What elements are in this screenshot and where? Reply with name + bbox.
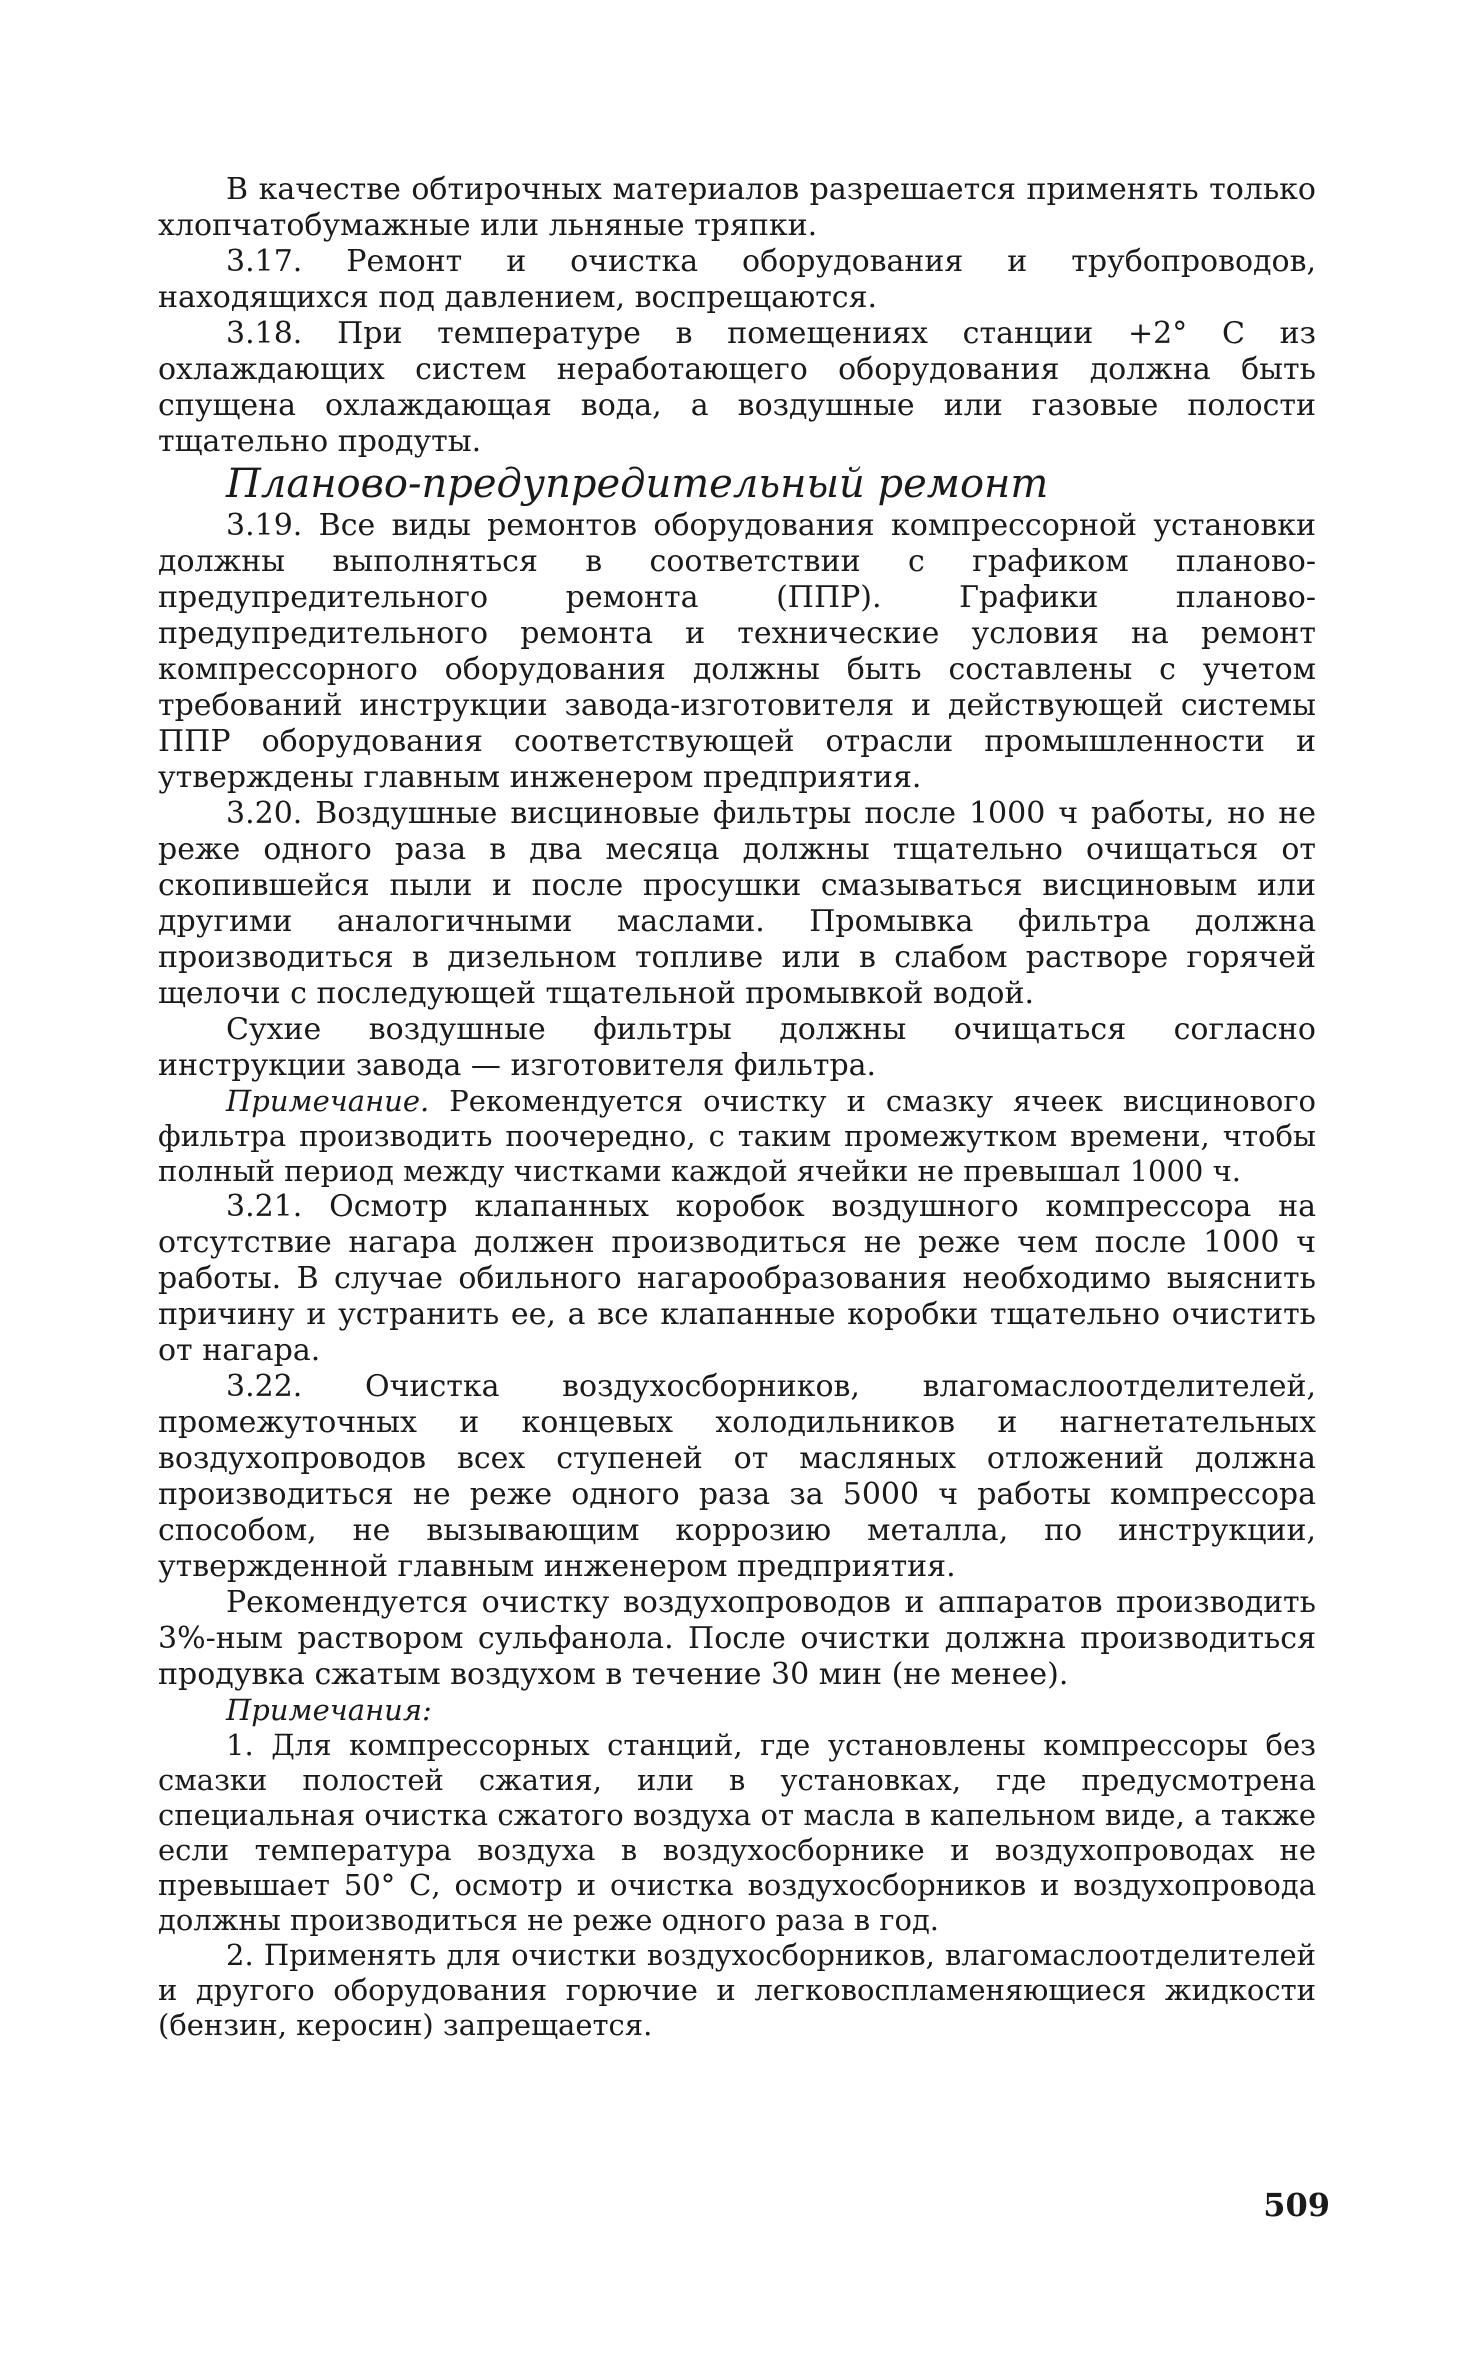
item-3-18: 3.18. При температуре в помещениях станции +2° С из охлаждающих систем неработающего оборудования должна быть спущена охлаждающая вода, а воздушные или газовые полости тщательно продуты.	[158, 316, 1316, 459]
intro-paragraph: В качестве обтирочных материалов разрешается применять только хлопчатобумажные или льняные тряпки.	[158, 172, 1316, 243]
item-3-19: 3.19. Все виды ремонтов оборудования компрессорной установки должны выполняться в соответствии с графиком планово-предупредительного ремонта (ППР). Графики планово-предупредительного ремонта и технические условия на ремонт компрессорного оборудования должны быть составлены с учетом требований инструкции завода-изготовителя и действующей системы ППР оборудования соответствующей отрасли промышленности и утверждены главным инженером предприятия.	[158, 508, 1316, 795]
page-number: 509	[1263, 2186, 1330, 2224]
dry-filters-paragraph: Сухие воздушные фильтры должны очищаться согласно инструкции завода — изготовителя фильтра.	[158, 1012, 1316, 1083]
page-body	[158, 172, 1316, 2043]
item-3-22: 3.22. Очистка воздухосборников, влагомаслоотделителей, промежуточных и концевых холодильников и нагнетательных воздухопроводов всех ступеней от масляных отложений должна производиться не реже одного раза за 5000 ч работы компрессора способом, не вызывающим коррозию металла, по инструкции, утвержденной главным инженером предприятия.	[158, 1369, 1316, 1584]
note-1	[158, 1084, 1316, 1189]
note-2-1: 1. Для компрессорных станций, где установлены компрессоры без смазки полостей сжатия, или в установках, где предусмотрена специальная очистка сжатого воздуха от масла в капельном виде, а также если температура воздуха в воздухосборнике и воздухопроводах не превышает 50° С, осмотр и очистка воздухосборников и воздухопровода должны производиться не реже одного раза в год.	[158, 1728, 1316, 1937]
note-1-label: Примечание.	[226, 1084, 430, 1118]
item-3-20: 3.20. Воздушные висциновые фильтры после 1000 ч работы, но не реже одного раза в два месяца должны тщательно очищаться от скопившейся пыли и после просушки смазываться висциновым или другими аналогичными маслами. Промывка фильтра должна производиться в дизельном топливе или в слабом растворе горячей щелочи с последующей тщательной промывкой водой.	[158, 796, 1316, 1011]
section-heading: Планово-предупредительный ремонт	[226, 461, 1049, 507]
recommend-paragraph: Рекомендуется очистку воздухопроводов и аппаратов производить 3%-ным раствором сульфанола. После очистки должна производиться продувка сжатым воздухом в течение 30 мин (не менее).	[158, 1585, 1316, 1692]
note-1-text: Рекомендуется очистку и смазку ячеек висцинового фильтра производить поочередно, с таким промежутком времени, чтобы полный период между чистками каждой ячейки не превышал 1000 ч.	[158, 1084, 1316, 1188]
note-2-2: 2. Применять для очистки воздухосборников, влагомаслоотделителей и другого оборудования горючие и легковоспламеняющиеся жидкости (бензин, керосин) запрещается.	[158, 1938, 1316, 2042]
notes-heading: Примечания:	[226, 1693, 432, 1727]
item-3-17: 3.17. Ремонт и очистка оборудования и трубопроводов, находящихся под давлением, воспрещаются.	[158, 244, 1316, 315]
item-3-21: 3.21. Осмотр клапанных коробок воздушного компрессора на отсутствие нагара должен производиться не реже чем после 1000 ч работы. В случае обильного нагарообразования необходимо выяснить причину и устранить ее, а все клапанные коробки тщательно очистить от нагара.	[158, 1189, 1316, 1368]
